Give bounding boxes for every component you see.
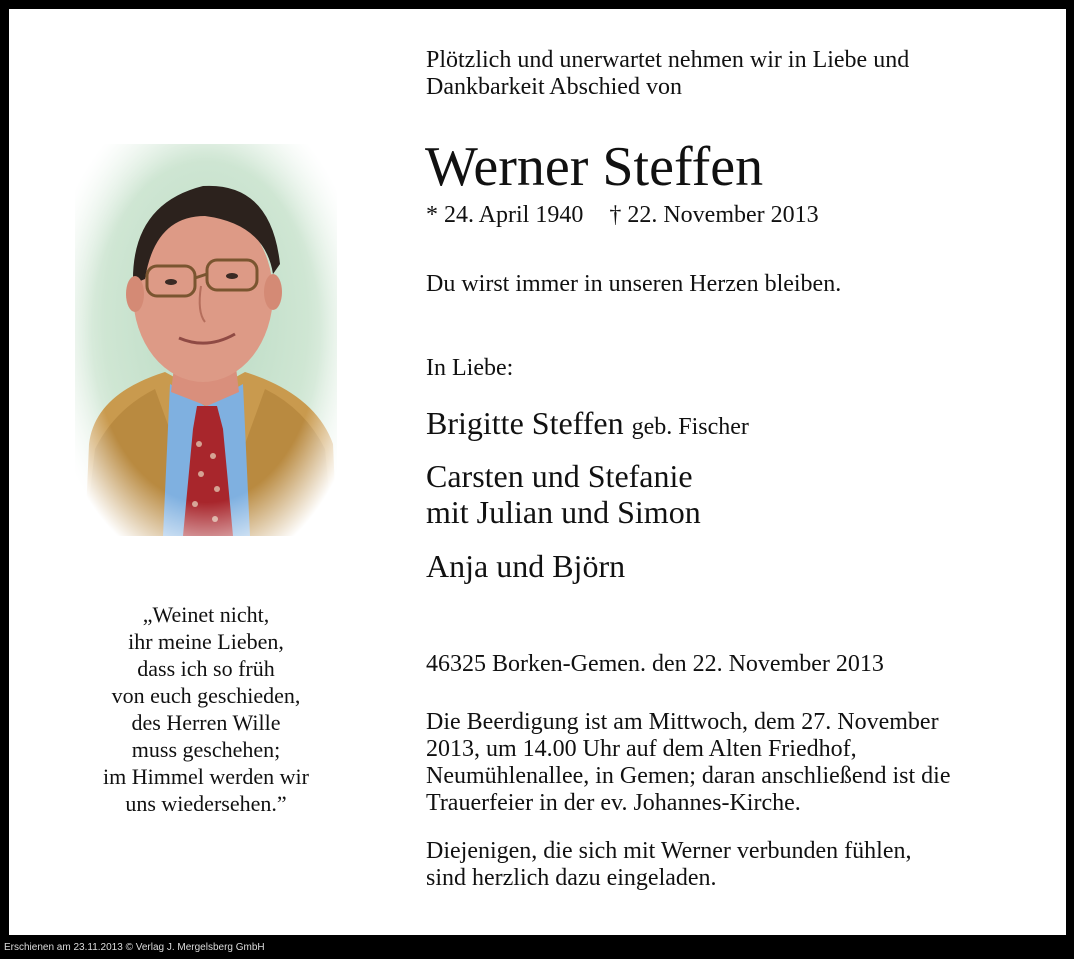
funeral-line: 2013, um 14.00 Uhr auf dem Alten Friedhof,: [426, 736, 857, 762]
memorial-motto: Du wirst immer in unseren Herzen bleiben.: [426, 271, 842, 297]
widow-name: Brigitte Steffen: [426, 405, 624, 441]
in-love-label: In Liebe:: [426, 355, 514, 381]
invitation-line: Diejenigen, die sich mit Werner verbunden fühlen,: [426, 838, 912, 864]
poem: [75, 601, 337, 817]
poem-line: von euch geschieden,: [111, 683, 301, 708]
funeral-line: Neumühlenallee, in Gemen; daran anschließend ist die: [426, 763, 951, 789]
poem-line: muss geschehen;: [131, 737, 281, 762]
invitation-line: sind herzlich dazu eingeladen.: [426, 865, 717, 891]
funeral-line: Die Beerdigung ist am Mittwoch, dem 27. November: [426, 709, 939, 735]
poem-line: im Himmel werden wir: [103, 764, 309, 789]
funeral-line: Trauerfeier in der ev. Johannes-Kirche.: [426, 790, 801, 816]
poem-line: dass ich so früh: [137, 656, 275, 681]
deceased-name: Werner Steffen: [425, 136, 764, 198]
mourner-family: Anja und Björn: [426, 548, 626, 584]
widow-maiden-name: geb. Fischer: [631, 414, 749, 440]
birth-date: * 24. April 1940: [426, 202, 584, 228]
mourner-widow: [426, 405, 749, 445]
mourner-line: mit Julian und Simon: [426, 494, 701, 530]
obituary-card: [9, 9, 1066, 935]
publication-credit: Erschienen am 23.11.2013 © Verlag J. Mergelsberg GmbH: [4, 942, 265, 953]
mourner-line: Carsten und Stefanie: [426, 458, 693, 494]
mourner-family: [426, 458, 701, 530]
place-date: 46325 Borken-Gemen. den 22. November 2013: [426, 651, 884, 677]
death-date: † 22. November 2013: [609, 202, 819, 228]
poem-line: ihr meine Lieben,: [128, 629, 284, 654]
poem-line: „Weinet nicht,: [142, 602, 270, 627]
portrait-photo-icon: [75, 144, 337, 536]
poem-line: uns wiedersehen.”: [125, 791, 287, 816]
portrait-photo: [75, 144, 337, 536]
poem-line: des Herren Wille: [131, 710, 281, 735]
life-dates: [426, 201, 819, 229]
intro-line: Dankbarkeit Abschied von: [426, 74, 682, 100]
intro-text: [426, 47, 909, 101]
funeral-details: [426, 709, 950, 817]
invitation-text: [426, 838, 911, 892]
intro-line: Plötzlich und unerwartet nehmen wir in Liebe und: [426, 47, 910, 73]
